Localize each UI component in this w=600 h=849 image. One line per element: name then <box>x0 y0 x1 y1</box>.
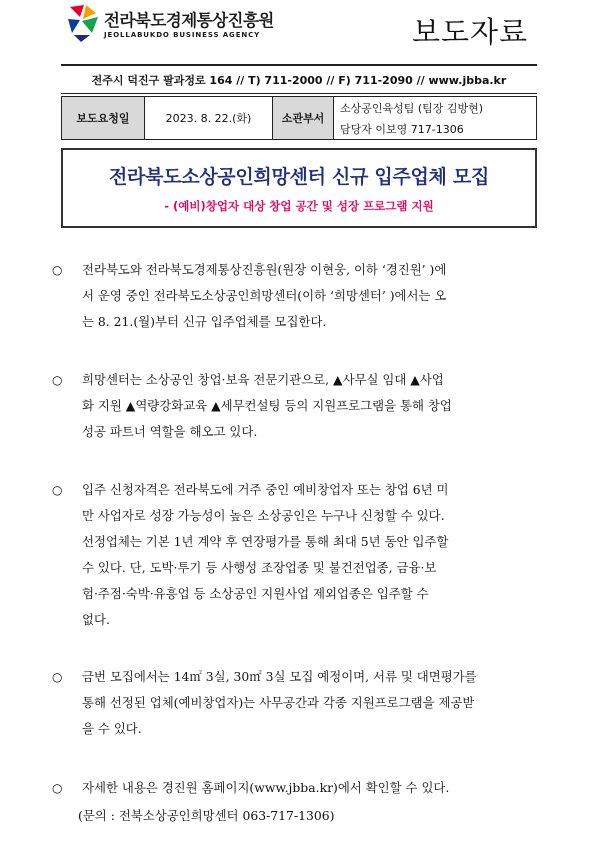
request-date-label: 보도요청일 <box>62 97 145 140</box>
paragraph-line: 성공 파트너 역할을 해오고 있다. <box>82 424 258 439</box>
org-name-ko: 전라북도경제통상진흥원 <box>104 11 274 30</box>
doc-type-title: 보도자료 <box>412 15 529 49</box>
paragraph-3 <box>52 477 552 633</box>
paragraph-line: 입주 신청자격은 전라북도에 거주 중인 예비창업자 또는 창업 6년 미 <box>82 482 449 497</box>
bullet-icon: ○ <box>52 670 63 684</box>
headline: 전라북도소상공인희망센터 신규 입주업체 모집 <box>108 166 490 188</box>
paragraph-4 <box>52 664 552 742</box>
request-date: 2023. 8. 22.(화) <box>145 97 273 140</box>
agency-logo <box>66 3 274 49</box>
paragraph-line: 통해 선정된 업체(예비창업자)는 사무공간과 각종 지원프로그램을 제공받 <box>82 695 475 710</box>
inquiry-line: (문의 : 전북소상공인희망센터 063-717-1306) <box>78 808 335 823</box>
paragraph-line: 는 8. 21.(월)부터 신규 입주업체를 모집한다. <box>82 314 327 329</box>
bullet-icon: ○ <box>52 781 63 795</box>
paragraph-line: 자세한 내용은 경진원 홈페이지(www.jbba.kr)에서 확인할 수 있다. <box>82 780 450 795</box>
paragraph-5 <box>52 775 552 801</box>
paragraph-1 <box>52 257 552 335</box>
logo-mark-icon <box>66 3 100 43</box>
contact-line: 전주시 덕진구 팔과정로 164 // T) 711-2000 // F) 711-2090 // www.jbba.kr <box>61 64 537 94</box>
paragraph-line: 금번 모집에서는 14㎡ 3실, 30㎡ 3실 모집 예정이며, 서류 및 대면평가를 <box>82 669 477 684</box>
headline-box <box>61 148 537 228</box>
bullet-icon: ○ <box>52 263 63 277</box>
subheadline: - (예비)창업자 대상 창업 공간 및 성장 프로그램 지원 <box>164 199 434 213</box>
paragraph-line: 만 사업자로 성장 가능성이 높은 소상공인은 누구나 신청할 수 있다. <box>82 508 445 523</box>
paragraph-line: 험·주점·숙박·유흥업 등 소상공인 지원사업 제외업종은 입주할 수 <box>82 586 429 601</box>
paragraph-line: 수 있다. 단, 도박·투기 등 사행성 조장업종 및 불건전업종, 금융·보 <box>82 560 437 575</box>
paragraph-line: 희망센터는 소상공인 창업·보육 전문기관으로, ▲사무실 임대 ▲사업 <box>82 372 444 387</box>
paragraph-line: 선정업체는 기본 1년 계약 후 연장평가를 통해 최대 5년 동안 입주할 <box>82 534 449 549</box>
paragraph-line: 전라북도와 전라북도경제통상진흥원(원장 이현웅, 이하 ‘경진원’ )에 <box>82 262 447 277</box>
paragraph-2 <box>52 367 552 445</box>
paragraph-line: 서 운영 중인 전라북도소상공인희망센터(이하 ‘희망센터’ )에서는 오 <box>82 288 447 303</box>
paragraph-line: 화 지원 ▲역량강화교육 ▲세무컨설팅 등의 지원프로그램을 통해 창업 <box>82 398 452 413</box>
department-label: 소관부서 <box>273 97 334 140</box>
bullet-icon: ○ <box>52 373 63 387</box>
contact-person: 담당자 이보영 717-1306 <box>334 118 537 140</box>
bullet-icon: ○ <box>52 483 63 497</box>
department: 소상공인육성팀 (팀장 김방현) <box>334 97 537 119</box>
paragraph-line: 을 수 있다. <box>82 721 142 736</box>
release-info-table <box>61 96 537 140</box>
org-name-en: JEOLLABUKDO BUSINESS AGENCY <box>104 31 261 39</box>
paragraph-line: 없다. <box>82 612 110 627</box>
